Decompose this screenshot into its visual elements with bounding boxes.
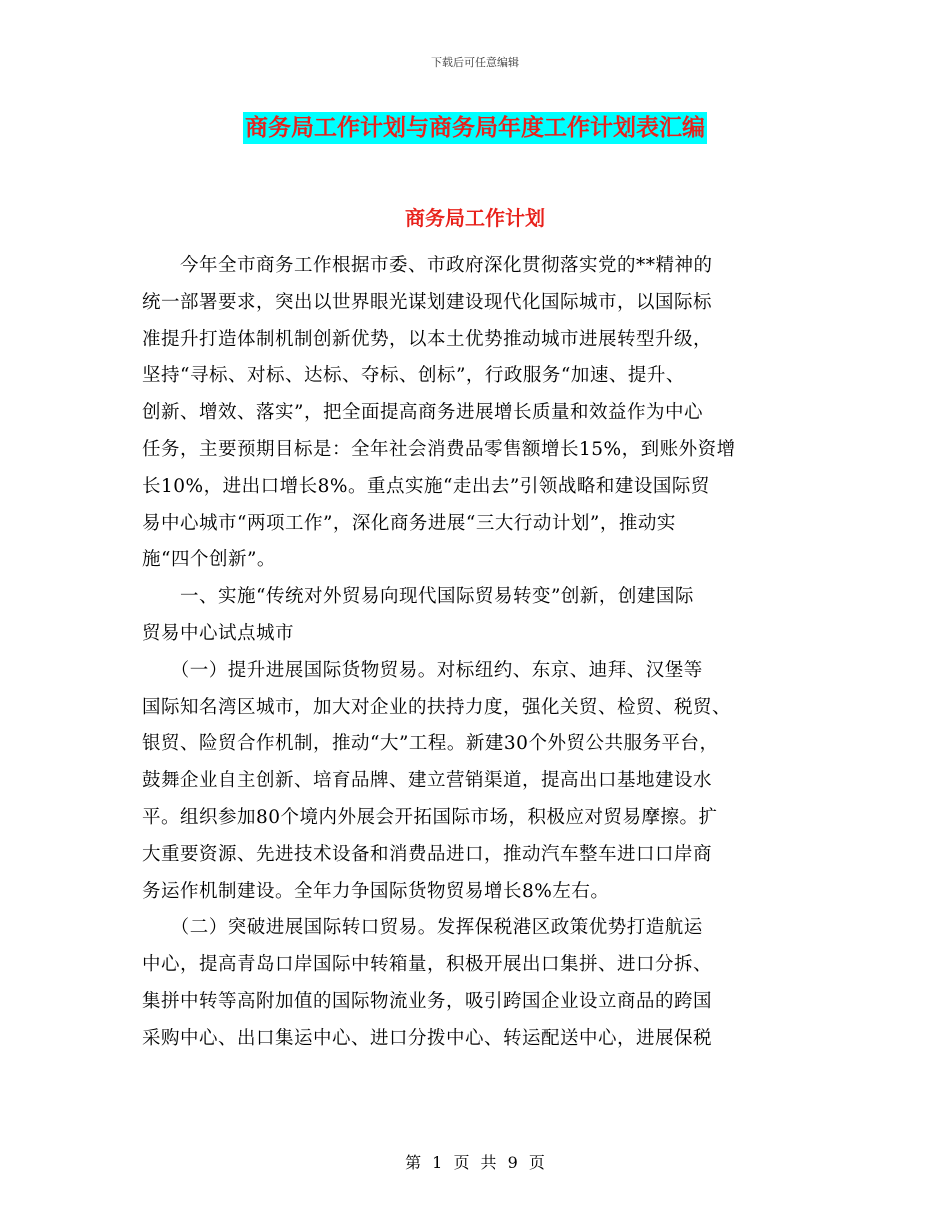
body-line: 国际知名湾区城市，加大对企业的扶持力度，强化关贸、检贸、税贸、 bbox=[142, 696, 732, 718]
body-line: 坚持“寻标、对标、达标、夺标、创标”，行政服务“加速、提升、 bbox=[142, 365, 685, 387]
body-line: 中心，提高青岛口岸国际中转箱量，积极开展出口集拼、进口分拆、 bbox=[142, 954, 713, 976]
body-line: 任务，主要预期目标是：全年社会消费品零售额增长15%，到账外资增 bbox=[142, 438, 736, 460]
body-line: 一、实施“传统对外贸易向现代国际贸易转变”创新，创建国际 bbox=[142, 586, 694, 608]
header-note: 下载后可任意编辑 bbox=[431, 56, 519, 69]
body-line: 集拼中转等高附加值的国际物流业务，吸引跨国企业设立商品的跨国 bbox=[142, 990, 713, 1012]
body-line: （一）提升进展国际货物贸易。对标纽约、东京、迪拜、汉堡等 bbox=[142, 659, 703, 681]
body-line: 大重要资源、先进技术设备和消费品进口，推动汽车整车进口口岸商 bbox=[142, 843, 713, 865]
body-line: 务运作机制建设。全年力争国际货物贸易增长8%左右。 bbox=[142, 880, 610, 902]
page-footer: 第 1 页 共 9 页 bbox=[405, 1153, 545, 1172]
body-line: 平。组织参加80个境内外展会开拓国际市场，积极应对贸易摩擦。扩 bbox=[142, 806, 718, 828]
section-title: 商务局工作计划 bbox=[405, 206, 545, 230]
body-line: 施“四个创新”。 bbox=[142, 549, 276, 571]
document-title: 商务局工作计划与商务局年度工作计划表汇编 bbox=[243, 112, 707, 144]
body-text bbox=[142, 248, 814, 1058]
body-line: 贸易中心试点城市 bbox=[142, 622, 295, 644]
body-line: 银贸、险贸合作机制，推动“大”工程。新建30个外贸公共服务平台， bbox=[142, 733, 719, 755]
document-title-container bbox=[0, 112, 950, 144]
body-line: 准提升打造体制机制创新优势，以本土优势推动城市进展转型升级， bbox=[142, 328, 713, 350]
body-line: 长10%，进出口增长8%。重点实施“走出去”引领战略和建设国际贸 bbox=[142, 475, 710, 497]
body-line: 今年全市商务工作根据市委、市政府深化贯彻落实党的**精神的 bbox=[142, 255, 713, 276]
body-line: （二）突破进展国际转口贸易。发挥保税港区政策优势打造航运 bbox=[142, 917, 703, 939]
body-line: 易中心城市“两项工作”，深化商务进展“三大行动计划”，推动实 bbox=[142, 512, 676, 534]
body-line: 采购中心、出口集运中心、进口分拨中心、转运配送中心，进展保税 bbox=[142, 1027, 713, 1049]
body-line: 统一部署要求，突出以世界眼光谋划建设现代化国际城市，以国际标 bbox=[142, 291, 713, 313]
body-line: 鼓舞企业自主创新、培育品牌、建立营销渠道，提高出口基地建设水 bbox=[142, 770, 713, 792]
body-line: 创新、增效、落实”，把全面提高商务进展增长质量和效益作为中心 bbox=[142, 402, 703, 424]
